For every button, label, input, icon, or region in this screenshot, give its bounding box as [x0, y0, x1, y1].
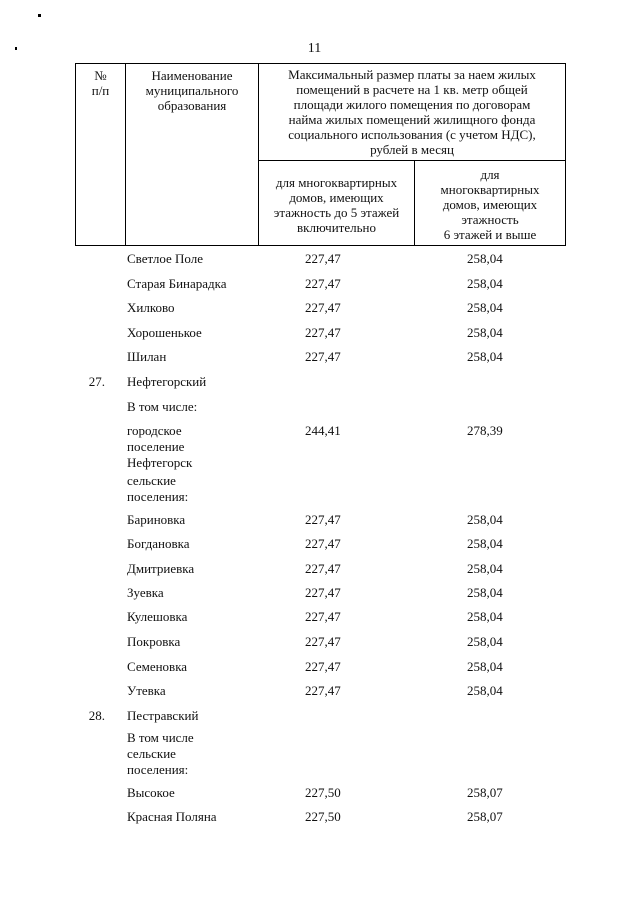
- row-value-6-floors-plus: 258,07: [467, 809, 503, 824]
- row-name: Красная Поляна: [127, 809, 217, 824]
- header-col-name: Наименование муниципального образования: [145, 68, 239, 113]
- row-value-up-to-5-floors: 227,50: [305, 785, 341, 800]
- row-name: Светлое Поле: [127, 251, 204, 266]
- row-value-up-to-5-floors: 227,47: [305, 683, 341, 698]
- table-row: [75, 561, 566, 583]
- row-value-6-floors-plus: 258,04: [467, 325, 503, 340]
- table-row: [75, 325, 566, 347]
- row-name: Семеновка: [127, 659, 188, 674]
- row-value-6-floors-plus: 258,04: [467, 683, 503, 698]
- table-row: [75, 708, 566, 730]
- row-name: Пестравский: [127, 708, 199, 723]
- row-value-up-to-5-floors: 227,47: [305, 276, 341, 291]
- row-name: Хорошенькое: [127, 325, 202, 340]
- table-row: [75, 251, 566, 273]
- row-name: Покровка: [127, 634, 181, 649]
- row-value-up-to-5-floors: 227,47: [305, 300, 341, 315]
- row-value-6-floors-plus: 278,39: [467, 423, 503, 438]
- row-value-up-to-5-floors: 227,47: [305, 536, 341, 551]
- row-value-up-to-5-floors: 227,47: [305, 609, 341, 624]
- table-row: [75, 349, 566, 371]
- row-value-6-floors-plus: 258,04: [467, 561, 503, 576]
- row-value-6-floors-plus: 258,04: [467, 512, 503, 527]
- table-row: [75, 423, 566, 470]
- table-row: [75, 300, 566, 322]
- row-value-6-floors-plus: 258,04: [467, 349, 503, 364]
- row-value-up-to-5-floors: 227,50: [305, 809, 341, 824]
- row-value-up-to-5-floors: 244,41: [305, 423, 341, 438]
- row-value-6-floors-plus: 258,04: [467, 300, 503, 315]
- row-value-up-to-5-floors: 227,47: [305, 634, 341, 649]
- table-row: [75, 276, 566, 298]
- row-name: Хилково: [127, 300, 175, 315]
- row-value-up-to-5-floors: 227,47: [305, 585, 341, 600]
- table-row: [75, 730, 566, 777]
- row-value-up-to-5-floors: 227,47: [305, 251, 341, 266]
- row-value-up-to-5-floors: 227,47: [305, 561, 341, 576]
- row-name: Кулешовка: [127, 609, 188, 624]
- row-name: Зуевка: [127, 585, 164, 600]
- row-number: 27.: [88, 374, 105, 389]
- page-number: 11: [307, 41, 322, 56]
- table-row: [75, 809, 566, 831]
- row-name: Шилан: [127, 349, 167, 364]
- table-row: [75, 399, 566, 421]
- scan-speck: [15, 47, 17, 50]
- row-value-6-floors-plus: 258,04: [467, 536, 503, 551]
- row-name: Бариновка: [127, 512, 186, 527]
- row-value-6-floors-plus: 258,07: [467, 785, 503, 800]
- row-name: Нефтегорский: [127, 374, 207, 389]
- row-name: сельские поселения:: [127, 473, 189, 504]
- table-row: [75, 536, 566, 558]
- row-value-up-to-5-floors: 227,47: [305, 512, 341, 527]
- row-value-6-floors-plus: 258,04: [467, 659, 503, 674]
- row-name: городское поселение Нефтегорск: [127, 423, 193, 470]
- row-value-6-floors-plus: 258,04: [467, 276, 503, 291]
- row-value-6-floors-plus: 258,04: [467, 634, 503, 649]
- row-name: Высокое: [127, 785, 175, 800]
- row-value-up-to-5-floors: 227,47: [305, 325, 341, 340]
- row-name: Богдановка: [127, 536, 190, 551]
- header-col-up-to-5-floors: для многоквартирных домов, имеющих этажность до 5 этажей включительно: [273, 175, 400, 235]
- row-value-6-floors-plus: 258,04: [467, 609, 503, 624]
- table-row: [75, 683, 566, 705]
- scan-speck: [38, 14, 41, 17]
- table-row: [75, 785, 566, 807]
- row-value-up-to-5-floors: 227,47: [305, 659, 341, 674]
- table-row: [75, 659, 566, 681]
- header-divider: [258, 160, 565, 161]
- header-col-number: № п/п: [91, 68, 110, 98]
- row-name: Дмитриевка: [127, 561, 195, 576]
- table-header: [75, 63, 566, 246]
- row-name: В том числе сельские поселения:: [127, 730, 194, 777]
- table-row: [75, 585, 566, 607]
- row-number: 28.: [88, 708, 105, 723]
- row-value-6-floors-plus: 258,04: [467, 251, 503, 266]
- header-col-6-floors-plus: для многоквартирных домов, имеющих этажность 6 этажей и выше: [440, 167, 540, 242]
- row-value-up-to-5-floors: 227,47: [305, 349, 341, 364]
- table-row: [75, 473, 566, 504]
- header-col-max-fee: Максимальный размер платы за наем жилых помещений в расчете на 1 кв. метр общей площади жилого помещения по договорам найма жилых помещений жилищного фонда социального использования (с учетом НДС), рублей в месяц: [288, 67, 536, 157]
- row-name: Утевка: [127, 683, 166, 698]
- row-name: Старая Бинарадка: [127, 276, 227, 291]
- row-name: В том числе:: [127, 399, 198, 414]
- table-row: [75, 634, 566, 656]
- row-value-6-floors-plus: 258,04: [467, 585, 503, 600]
- table-row: [75, 512, 566, 534]
- table-row: [75, 374, 566, 396]
- table-row: [75, 609, 566, 631]
